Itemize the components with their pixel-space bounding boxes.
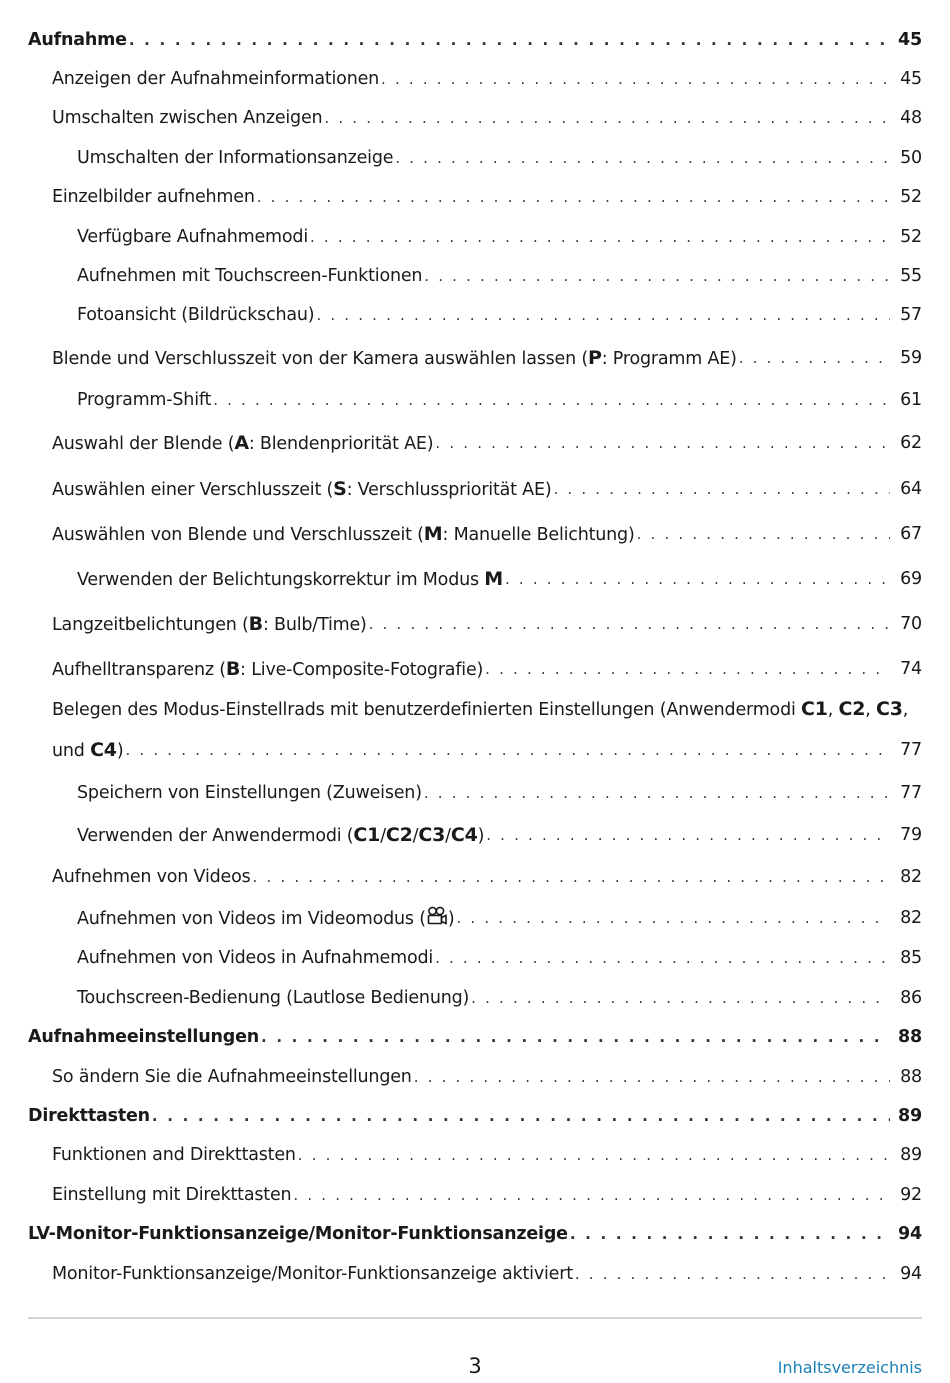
leader-dots bbox=[395, 149, 890, 167]
toc-entry-title: Anzeigen der Aufnahmeinformationen bbox=[52, 69, 380, 89]
toc-entry-title: Verfügbare Aufnahmemodi bbox=[77, 227, 308, 247]
toc-page-number: 86 bbox=[900, 988, 922, 1008]
movie-camera-icon bbox=[426, 906, 448, 931]
toc-entry-title bbox=[77, 824, 484, 846]
toc-page-number: 61 bbox=[900, 390, 922, 410]
toc-entry[interactable] bbox=[28, 298, 922, 332]
toc-entry[interactable] bbox=[28, 472, 922, 506]
leader-dots bbox=[424, 267, 890, 285]
toc-page-number: 77 bbox=[900, 740, 922, 760]
mode-c3-symbol: C3 bbox=[876, 698, 903, 720]
toc-page-number: 94 bbox=[898, 1224, 922, 1244]
toc-entry-title: Umschalten zwischen Anzeigen bbox=[52, 108, 323, 128]
title-text: : Blendenpriorität AE) bbox=[248, 434, 434, 454]
footer-divider bbox=[28, 1317, 922, 1319]
mode-c2-symbol: C2 bbox=[838, 698, 866, 720]
separator: , bbox=[865, 700, 876, 720]
toc-page-number: 79 bbox=[900, 825, 922, 845]
title-text: ) bbox=[477, 826, 485, 846]
leader-dots bbox=[456, 909, 890, 927]
toc-page-number: 52 bbox=[900, 187, 922, 207]
leader-dots bbox=[298, 1146, 890, 1164]
toc-entry[interactable] bbox=[28, 1178, 922, 1212]
toc-entry-title: Umschalten der Informationsanzeige bbox=[77, 148, 394, 168]
title-text: Aufhelltransparenz ( bbox=[52, 660, 226, 680]
leader-dots bbox=[310, 228, 890, 246]
toc-page-number: 88 bbox=[900, 1067, 922, 1087]
leader-dots bbox=[637, 525, 890, 543]
toc-entry-title: So ändern Sie die Aufnahmeeinstellungen bbox=[52, 1067, 412, 1087]
toc-entry[interactable] bbox=[28, 652, 922, 686]
mode-c2-symbol: C2 bbox=[385, 824, 413, 846]
separator: , bbox=[902, 700, 909, 720]
title-text: Auswählen einer Verschlusszeit ( bbox=[52, 480, 334, 500]
toc-page-number: 55 bbox=[900, 266, 922, 286]
title-text: : Bulb/Time) bbox=[262, 615, 367, 635]
toc-entry[interactable] bbox=[28, 776, 922, 810]
toc-page-number: 74 bbox=[900, 659, 922, 679]
toc-entry-title: Programm-Shift bbox=[77, 390, 212, 410]
toc-entry[interactable] bbox=[28, 733, 922, 767]
leader-dots bbox=[435, 434, 890, 452]
title-text: Verwenden der Belichtungskorrektur im Modus bbox=[77, 570, 485, 590]
title-text: Auswählen von Blende und Verschlusszeit ( bbox=[52, 525, 424, 545]
leader-dots bbox=[575, 1265, 890, 1283]
toc-page-number: 82 bbox=[900, 867, 922, 887]
title-text: Aufnehmen von Videos im Videomodus ( bbox=[77, 908, 426, 929]
leader-dots bbox=[293, 1186, 890, 1204]
separator: / bbox=[412, 826, 419, 846]
toc-page-number: 52 bbox=[900, 227, 922, 247]
toc-entry[interactable] bbox=[28, 426, 922, 460]
toc-entry-title: Einzelbilder aufnehmen bbox=[52, 187, 255, 207]
title-text: Auswahl der Blende ( bbox=[52, 434, 235, 454]
toc-entry[interactable] bbox=[28, 383, 922, 417]
toc-page-number: 50 bbox=[900, 148, 922, 168]
toc-entry-title: Speichern von Einstellungen (Zuweisen) bbox=[77, 783, 422, 803]
toc-entry[interactable] bbox=[28, 981, 922, 1015]
title-text: Belegen des Modus-Einstellrads mit benutzerdefinierten Einstellungen (Anwendermodi bbox=[52, 700, 801, 720]
toc-entry-title: Funktionen and Direkttasten bbox=[52, 1145, 296, 1165]
separator: / bbox=[445, 826, 451, 846]
toc-entry[interactable] bbox=[28, 1138, 922, 1172]
leader-dots bbox=[486, 826, 890, 844]
toc-entry-title bbox=[77, 568, 503, 590]
leader-dots bbox=[125, 741, 890, 759]
toc-entry-title: Touchscreen-Bedienung (Lautlose Bedienung) bbox=[77, 988, 470, 1008]
title-text: Verwenden der Anwendermodi ( bbox=[77, 826, 354, 846]
mode-p-symbol: P bbox=[588, 347, 602, 369]
toc-entry[interactable] bbox=[28, 220, 922, 254]
toc-page-number: 48 bbox=[900, 108, 922, 128]
leader-dots bbox=[324, 109, 890, 127]
title-text: : Manuelle Belichtung) bbox=[442, 525, 635, 545]
leader-dots bbox=[369, 615, 890, 633]
leader-dots bbox=[739, 349, 890, 367]
mode-b-symbol: B bbox=[248, 613, 263, 635]
toc-entry-title bbox=[52, 523, 635, 545]
leader-dots bbox=[261, 1028, 890, 1046]
mode-m-symbol: M bbox=[423, 523, 443, 545]
toc-page-number: 62 bbox=[900, 433, 922, 453]
toc-entry[interactable] bbox=[28, 901, 922, 935]
toc-entry-title: Aufnahme bbox=[28, 30, 127, 50]
toc-page-number: 59 bbox=[900, 348, 922, 368]
toc-entry-title: Direkttasten bbox=[28, 1106, 150, 1126]
leader-dots bbox=[381, 70, 890, 88]
toc-entry-lv-monitor[interactable] bbox=[28, 1217, 922, 1251]
title-text: Blende und Verschlusszeit von der Kamera auswählen lassen ( bbox=[52, 349, 588, 369]
toc-entry-title: Aufnahmeeinstellungen bbox=[28, 1027, 259, 1047]
toc-page-number: 67 bbox=[900, 524, 922, 544]
toc-entry[interactable] bbox=[28, 62, 922, 96]
title-text: ) bbox=[447, 908, 455, 929]
toc-entry-title: LV-Monitor-Funktionsanzeige/Monitor-Funktionsanzeige bbox=[28, 1224, 568, 1244]
toc-entry[interactable] bbox=[28, 101, 922, 135]
leader-dots bbox=[570, 1225, 890, 1243]
toc-entry[interactable] bbox=[28, 341, 922, 375]
toc-page-number: 45 bbox=[900, 69, 922, 89]
toc-page-number: 57 bbox=[900, 305, 922, 325]
leader-dots bbox=[505, 570, 890, 588]
leader-dots bbox=[253, 868, 890, 886]
toc-entry-aufnahmeeinstellungen[interactable] bbox=[28, 1020, 922, 1054]
mode-c4-symbol: C4 bbox=[450, 824, 478, 846]
title-text: und bbox=[52, 741, 91, 761]
toc-entry-title: Monitor-Funktionsanzeige/Monitor-Funktionsanzeige aktiviert bbox=[52, 1264, 573, 1284]
toc-page-number: 89 bbox=[898, 1106, 922, 1126]
toc-entry[interactable] bbox=[28, 562, 922, 596]
toc-entry[interactable] bbox=[28, 1060, 922, 1094]
page-number: 3 bbox=[468, 1354, 482, 1378]
toc-entry-aufnahme[interactable] bbox=[28, 23, 922, 57]
toc-entry[interactable] bbox=[28, 141, 922, 175]
mode-c3-symbol: C3 bbox=[418, 824, 446, 846]
leader-dots bbox=[471, 989, 890, 1007]
toc-entry-title bbox=[77, 906, 454, 931]
toc-entry[interactable] bbox=[28, 607, 922, 641]
toc-entry-title bbox=[52, 478, 551, 500]
toc-entry[interactable] bbox=[28, 941, 922, 975]
leader-dots bbox=[316, 306, 890, 324]
title-text: Langzeitbelichtungen ( bbox=[52, 615, 249, 635]
leader-dots bbox=[424, 784, 890, 802]
table-of-contents-link[interactable]: Inhaltsverzeichnis bbox=[777, 1358, 922, 1377]
toc-page-number: 89 bbox=[900, 1145, 922, 1165]
toc-entry-first-line[interactable] bbox=[52, 698, 908, 720]
toc-page-number: 45 bbox=[898, 30, 922, 50]
toc-entry[interactable] bbox=[28, 1257, 922, 1291]
toc-page-number: 64 bbox=[900, 479, 922, 499]
leader-dots bbox=[152, 1107, 890, 1125]
toc-entry-title: Aufnehmen von Videos in Aufnahmemodi bbox=[77, 948, 434, 968]
title-text: : Live-Composite-Fotografie) bbox=[240, 660, 484, 680]
toc-entry[interactable] bbox=[28, 259, 922, 293]
leader-dots bbox=[553, 480, 890, 498]
toc-entry-title bbox=[52, 658, 483, 680]
toc-entry[interactable] bbox=[28, 517, 922, 551]
toc-entry-title: Fotoansicht (Bildrückschau) bbox=[77, 305, 315, 325]
leader-dots bbox=[414, 1068, 890, 1086]
mode-m-symbol: M bbox=[484, 568, 503, 590]
toc-entry-title: Aufnehmen mit Touchscreen-Funktionen bbox=[77, 266, 423, 286]
leader-dots bbox=[435, 949, 890, 967]
toc-page-number: 69 bbox=[900, 569, 922, 589]
leader-dots bbox=[485, 660, 890, 678]
separator: , bbox=[827, 700, 839, 720]
toc-entry-title: Aufnehmen von Videos bbox=[52, 867, 251, 887]
toc-page-number: 88 bbox=[898, 1027, 922, 1047]
toc-entry-title bbox=[52, 432, 433, 454]
title-text: : Programm AE) bbox=[601, 349, 737, 369]
toc-page-number: 92 bbox=[900, 1185, 922, 1205]
separator: / bbox=[380, 826, 386, 846]
toc-page-number: 94 bbox=[900, 1264, 922, 1284]
mode-a-symbol: A bbox=[234, 432, 249, 454]
toc-entry[interactable] bbox=[28, 180, 922, 214]
toc-page-number: 77 bbox=[900, 783, 922, 803]
toc-entry-title bbox=[52, 347, 737, 369]
title-text: : Verschlusspriorität AE) bbox=[346, 480, 552, 500]
title-text: ) bbox=[116, 741, 124, 761]
mode-c1-symbol: C1 bbox=[801, 698, 828, 720]
toc-entry-title: Einstellung mit Direkttasten bbox=[52, 1185, 292, 1205]
toc-entry[interactable] bbox=[28, 818, 922, 852]
mode-b-symbol: B bbox=[225, 658, 241, 680]
leader-dots bbox=[129, 31, 890, 49]
mode-s-symbol: S bbox=[333, 478, 347, 500]
toc-entry-title bbox=[52, 739, 123, 761]
toc-entry[interactable] bbox=[28, 860, 922, 894]
mode-c4-symbol: C4 bbox=[90, 739, 117, 761]
mode-c1-symbol: C1 bbox=[353, 824, 381, 846]
toc-page-number: 82 bbox=[900, 908, 922, 928]
toc-page-number: 70 bbox=[900, 614, 922, 634]
leader-dots bbox=[257, 188, 890, 206]
leader-dots bbox=[213, 391, 890, 409]
toc-page-number: 85 bbox=[900, 948, 922, 968]
toc-entry-title bbox=[52, 613, 367, 635]
toc-entry-direkttasten[interactable] bbox=[28, 1099, 922, 1133]
